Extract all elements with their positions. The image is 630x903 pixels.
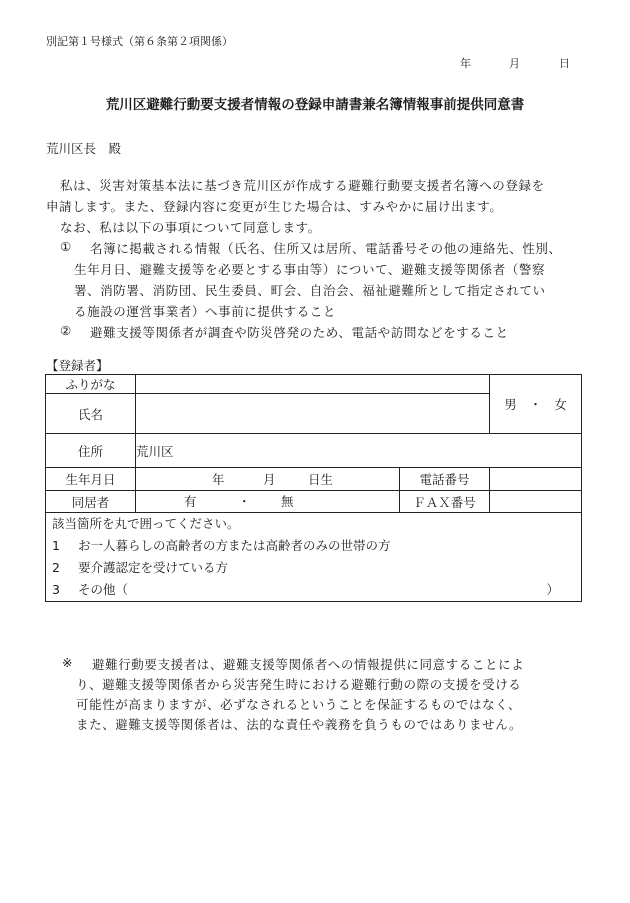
date-month-label: 月 xyxy=(509,57,520,70)
condition-option-1-number: 1 xyxy=(52,538,60,553)
birthdate-month-label: 月 xyxy=(263,471,276,487)
furigana-row xyxy=(46,375,582,394)
condition-option-3-text: その他（ xyxy=(77,582,128,597)
condition-option-2-number: 2 xyxy=(52,560,60,575)
condition-option-3-close: ） xyxy=(546,582,560,597)
address-row xyxy=(46,434,582,468)
cohabitant-row xyxy=(46,491,582,513)
form-number: 別記第１号様式（第６条第２項関係） xyxy=(46,35,233,48)
date-year-label: 年 xyxy=(460,57,471,70)
item-1-line-4: る施設の運営事業者）へ事前に提供すること xyxy=(74,304,337,319)
note-line-3: 可能性が高まりますが、必ずなされるということを保証するものではなく、 xyxy=(76,697,522,712)
condition-option-3-number: 3 xyxy=(52,582,60,597)
cohabitant-label: 同居者 xyxy=(46,491,136,513)
cohabitant-separator: ・ xyxy=(238,494,251,509)
item-1-line-3: 署、消防署、消防団、民生委員、町会、自治会、福祉避難所として指定されてい xyxy=(74,283,546,298)
date-day-label: 日 xyxy=(559,57,570,70)
item-2-text: 避難支援等関係者が調査や防災啓発のため、電話や訪問などをすること xyxy=(90,325,509,340)
cohabitant-yes-option[interactable]: 有 xyxy=(184,494,197,509)
gender-select[interactable]: 男 ・ 女 xyxy=(490,375,582,434)
phone-field[interactable] xyxy=(490,468,582,491)
note-line-2: り、避難支援等関係者から災害発生時における避難行動の際の支援を受ける xyxy=(76,677,522,692)
cohabitant-field[interactable] xyxy=(136,491,400,513)
birthdate-row xyxy=(46,468,582,491)
registrant-section-label: 【登録者】 xyxy=(46,358,109,373)
name-field[interactable] xyxy=(136,394,490,434)
registration-form xyxy=(45,374,582,602)
fax-label: ＦＡＸ番号 xyxy=(400,491,490,513)
birthdate-day-label: 日生 xyxy=(308,471,334,487)
fax-field[interactable] xyxy=(490,491,582,513)
paragraph-2: なお、私は以下の事項について同意します。 xyxy=(60,220,321,235)
birthdate-year-label: 年 xyxy=(212,471,225,487)
address-field[interactable]: 荒川区 xyxy=(136,434,582,468)
condition-option-2-text: 要介護認定を受けている方 xyxy=(77,560,228,575)
phone-label: 電話番号 xyxy=(400,468,490,491)
birthdate-label: 生年月日 xyxy=(46,468,136,491)
note-line-1: 避難行動要支援者は、避難支援等関係者への情報提供に同意することによ xyxy=(92,657,525,672)
item-2-number: ② xyxy=(60,323,72,338)
paragraph-1-line-2: 申請します。また、登録内容に変更が生じた場合は、すみやかに届け出ます。 xyxy=(46,199,503,214)
furigana-field[interactable] xyxy=(136,375,490,394)
conditions-box xyxy=(46,513,582,602)
furigana-label: ふりがな xyxy=(46,375,136,394)
birthdate-field[interactable] xyxy=(136,468,400,491)
paragraph-1-line-1: 私は、災害対策基本法に基づき荒川区が作成する避難行動要支援者名簿への登録を xyxy=(60,178,545,193)
item-1-line-1: 名簿に掲載される情報（氏名、住所又は居所、電話番号その他の連絡先、性別、 xyxy=(90,241,562,256)
document-title: 荒川区避難行動要支援者情報の登録申請書兼名簿情報事前提供同意書 xyxy=(105,97,525,113)
conditions-instruction: 該当箇所を丸で囲ってください。 xyxy=(52,516,240,531)
addressee: 荒川区長 殿 xyxy=(46,141,122,156)
conditions-row xyxy=(46,513,582,602)
condition-option-3[interactable] xyxy=(46,579,581,601)
name-label: 氏名 xyxy=(46,394,136,434)
note-mark: ※ xyxy=(62,655,74,670)
condition-option-1[interactable] xyxy=(46,535,581,557)
item-1-line-2: 生年月日、避難支援等を必要とする事由等）について、避難支援等関係者（警察 xyxy=(74,262,546,277)
cohabitant-no-option[interactable]: 無 xyxy=(281,494,294,509)
address-label: 住所 xyxy=(46,434,136,468)
condition-option-1-text: お一人暮らしの高齢者の方または高齢者のみの世帯の方 xyxy=(77,538,391,553)
note-line-4: また、避難支援等関係者は、法的な責任や義務を負うものではありません。 xyxy=(76,717,523,732)
condition-option-2[interactable] xyxy=(46,557,581,579)
item-1-number: ① xyxy=(60,239,72,254)
